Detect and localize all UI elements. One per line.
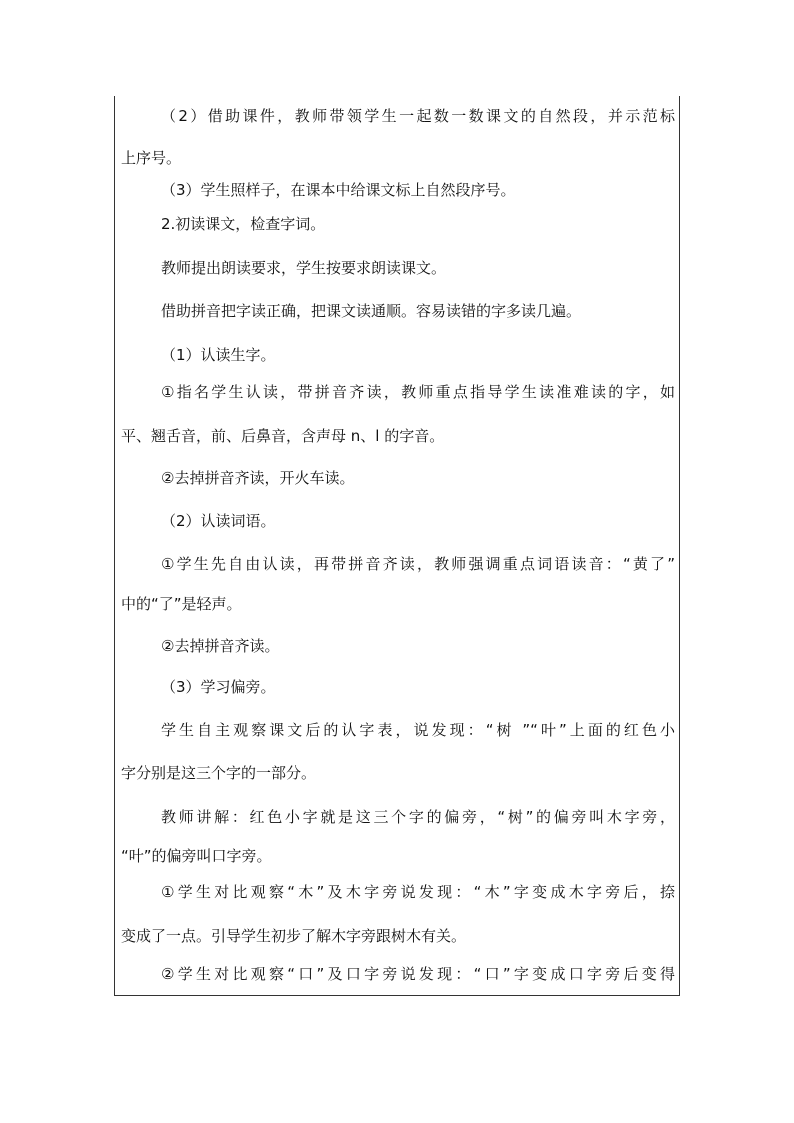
text-line: 字分别是这三个字的一部分。 — [121, 764, 317, 782]
text-line: 2.初读课文，检查字词。 — [161, 215, 326, 233]
text-line: （3）学习偏旁。 — [161, 678, 276, 696]
text-line: 借助拼音把字读正确，把课文读通顺。容易读错的字多读几遍。 — [161, 302, 582, 320]
text-line: 学生自主观察课文后的认字表，说发现：“树 ”“叶”上面的红色小 — [161, 721, 675, 739]
text-line: （2）借助课件，教师带领学生一起数一数课文的自然段，并示范标 — [161, 107, 675, 125]
text-line: （1）认读生字。 — [161, 346, 276, 364]
text-line: 平、翘舌音，前、后鼻音，含声母 n、l 的字音。 — [121, 427, 445, 445]
text-line: （3）学生照样子，在课本中给课文标上自然段序号。 — [161, 181, 516, 199]
text-line: ①学生对比观察“木”及木字旁说发现：“木”字变成木字旁后，捺 — [161, 883, 675, 901]
lesson-plan-table-cell — [114, 96, 680, 996]
text-line: ②去掉拼音齐读。 — [161, 637, 280, 655]
text-line: 教师讲解：红色小字就是这三个字的偏旁，“树”的偏旁叫木字旁， — [161, 808, 675, 826]
text-line: ②去掉拼音齐读，开火车读。 — [161, 469, 355, 487]
text-line: ②学生对比观察“口”及口字旁说发现：“口”字变成口字旁后变得 — [161, 965, 675, 983]
text-line: 上序号。 — [121, 149, 182, 167]
text-line: 变成了一点。引导学生初步了解木字旁跟树木有关。 — [121, 927, 467, 945]
text-line: （2）认读词语。 — [161, 512, 276, 530]
text-line: ①学生先自由认读，再带拼音齐读，教师强调重点词语读音：“黄了” — [161, 555, 675, 573]
text-line: 中的“了”是轻声。 — [121, 595, 242, 613]
text-line: “叶”的偏旁叫口字旁。 — [121, 847, 272, 865]
text-line: ①指名学生认读，带拼音齐读，教师重点指导学生读准难读的字，如 — [161, 383, 675, 401]
text-line: 教师提出朗读要求，学生按要求朗读课文。 — [161, 259, 447, 277]
